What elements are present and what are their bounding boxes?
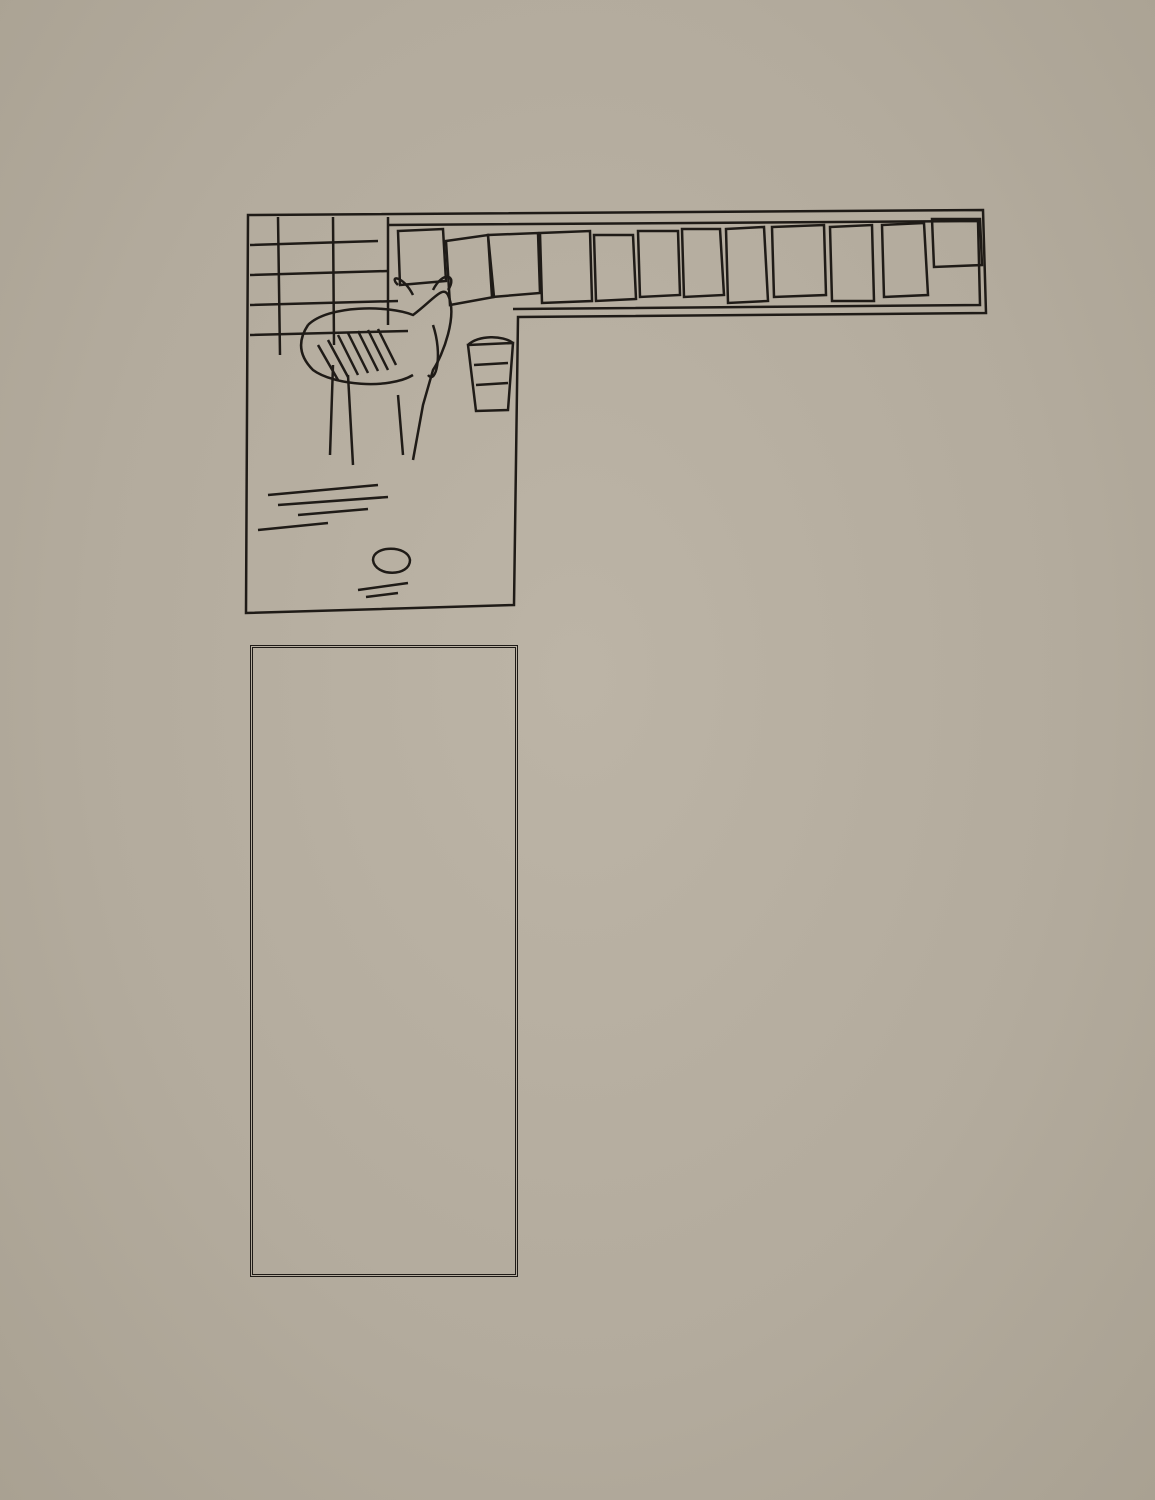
header-illustration [238, 205, 990, 625]
goat-illustration [238, 205, 990, 625]
tulip-pattern-panel [250, 645, 518, 1277]
